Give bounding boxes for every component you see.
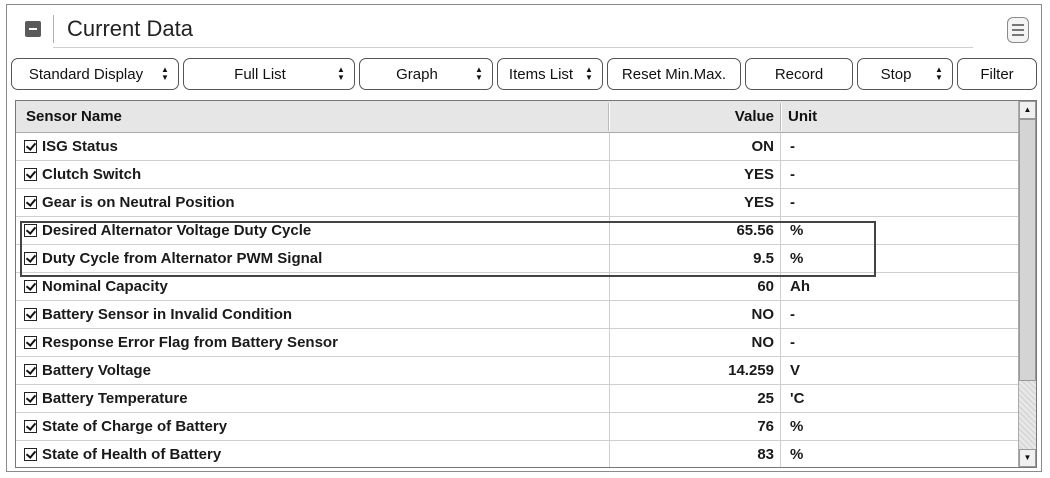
sensor-value: 65.56 — [736, 222, 774, 239]
sensor-value: 14.259 — [728, 362, 774, 379]
sensor-unit: % — [790, 250, 804, 267]
graph-select[interactable] — [359, 58, 493, 90]
sensor-unit: - — [790, 334, 795, 351]
title-bar — [7, 5, 1041, 51]
updown-arrows-icon: ▲ ▼ — [935, 65, 943, 82]
sensor-unit: - — [790, 138, 795, 155]
table-row[interactable] — [16, 189, 1018, 217]
column-separator — [780, 103, 782, 131]
row-checkbox[interactable] — [24, 448, 37, 461]
sensor-name: Response Error Flag from Battery Sensor — [42, 334, 338, 351]
sensor-name: Gear is on Neutral Position — [42, 194, 235, 211]
sensor-name: State of Health of Battery — [42, 446, 222, 463]
sensor-name: State of Charge of Battery — [42, 418, 228, 435]
scroll-down-icon[interactable]: ▼ — [1019, 449, 1036, 467]
sensor-value: NO — [751, 306, 774, 323]
row-checkbox[interactable] — [24, 224, 37, 237]
row-checkbox[interactable] — [24, 168, 37, 181]
table-row[interactable] — [16, 329, 1018, 357]
updown-arrows-icon: ▲ ▼ — [585, 65, 593, 82]
row-checkbox[interactable] — [24, 336, 37, 349]
sensor-unit: - — [790, 306, 795, 323]
updown-arrows-icon: ▲ ▼ — [475, 65, 483, 82]
table-row[interactable] — [16, 133, 1018, 161]
panel-title: Current Data — [67, 16, 193, 41]
column-header-sensor-name[interactable]: Sensor Name — [26, 108, 122, 125]
sensor-unit: % — [790, 222, 804, 239]
row-checkbox[interactable] — [24, 392, 37, 405]
sensor-name: Battery Sensor in Invalid Condition — [42, 306, 293, 323]
table-row[interactable] — [16, 273, 1018, 301]
items-list-label: Items List — [508, 65, 574, 83]
record-label: Record — [774, 65, 824, 83]
row-checkbox[interactable] — [24, 308, 37, 321]
sensor-unit: % — [790, 418, 804, 435]
sensor-value: 9.5 — [753, 250, 774, 267]
scroll-up-icon[interactable]: ▲ — [1019, 101, 1036, 119]
table-header — [16, 101, 1018, 133]
sensor-unit: % — [790, 446, 804, 463]
table-row[interactable] — [16, 357, 1018, 385]
sensor-name: Duty Cycle from Alternator PWM Signal — [42, 250, 323, 267]
current-data-panel — [6, 4, 1042, 472]
full-list-select[interactable] — [183, 58, 355, 90]
title-divider — [53, 15, 54, 43]
reset-min-max-label: Reset Min.Max. — [621, 65, 727, 83]
table-row[interactable] — [16, 217, 1018, 245]
record-button[interactable] — [745, 58, 853, 90]
row-checkbox[interactable] — [24, 196, 37, 209]
filter-button[interactable] — [957, 58, 1037, 90]
table-row[interactable] — [16, 245, 1018, 273]
sensor-data-table — [15, 100, 1037, 468]
sensor-value: 76 — [757, 418, 774, 435]
sensor-value: YES — [743, 194, 774, 211]
column-header-unit[interactable]: Unit — [788, 108, 818, 125]
sensor-name: Nominal Capacity — [42, 278, 168, 295]
sensor-value: 60 — [757, 278, 774, 295]
graph-label: Graph — [396, 65, 438, 83]
toolbar — [11, 58, 1039, 92]
items-list-select[interactable] — [497, 58, 603, 90]
reset-min-max-button[interactable] — [607, 58, 741, 90]
sensor-unit: 'C — [790, 390, 805, 407]
column-header-value[interactable]: Value — [734, 108, 774, 125]
updown-arrows-icon: ▲ ▼ — [337, 65, 345, 82]
sensor-name: Desired Alternator Voltage Duty Cycle — [42, 222, 312, 239]
collapse-icon[interactable] — [25, 21, 41, 37]
table-row[interactable] — [16, 385, 1018, 413]
stop-label: Stop — [880, 65, 912, 83]
row-checkbox[interactable] — [24, 140, 37, 153]
table-row[interactable] — [16, 301, 1018, 329]
row-checkbox[interactable] — [24, 280, 37, 293]
table-row[interactable] — [16, 161, 1018, 189]
updown-arrows-icon: ▲ ▼ — [161, 65, 169, 82]
table-rows — [16, 133, 1018, 468]
sensor-value: 25 — [757, 390, 774, 407]
row-checkbox[interactable] — [24, 420, 37, 433]
sensor-value: NO — [751, 334, 774, 351]
sensor-name: ISG Status — [42, 138, 118, 155]
scrollbar-thumb[interactable] — [1019, 119, 1036, 381]
table-row[interactable] — [16, 441, 1018, 468]
vertical-scrollbar[interactable] — [1018, 101, 1036, 467]
row-checkbox[interactable] — [24, 252, 37, 265]
menu-icon[interactable] — [1007, 17, 1029, 43]
sensor-name: Clutch Switch — [42, 166, 142, 183]
sensor-value: YES — [743, 166, 774, 183]
sensor-value: ON — [751, 138, 774, 155]
title-underline — [53, 47, 973, 48]
table-row[interactable] — [16, 413, 1018, 441]
sensor-unit: Ah — [790, 278, 810, 295]
sensor-value: 83 — [757, 446, 774, 463]
row-checkbox[interactable] — [24, 364, 37, 377]
standard-display-label: Standard Display — [28, 65, 144, 83]
sensor-unit: V — [790, 362, 801, 379]
sensor-unit: - — [790, 166, 795, 183]
sensor-name: Battery Voltage — [42, 362, 151, 379]
sensor-unit: - — [790, 194, 795, 211]
sensor-name: Battery Temperature — [42, 390, 188, 407]
filter-label: Filter — [980, 65, 1014, 83]
stop-select[interactable] — [857, 58, 953, 90]
standard-display-select[interactable] — [11, 58, 179, 90]
full-list-label: Full List — [234, 65, 286, 83]
